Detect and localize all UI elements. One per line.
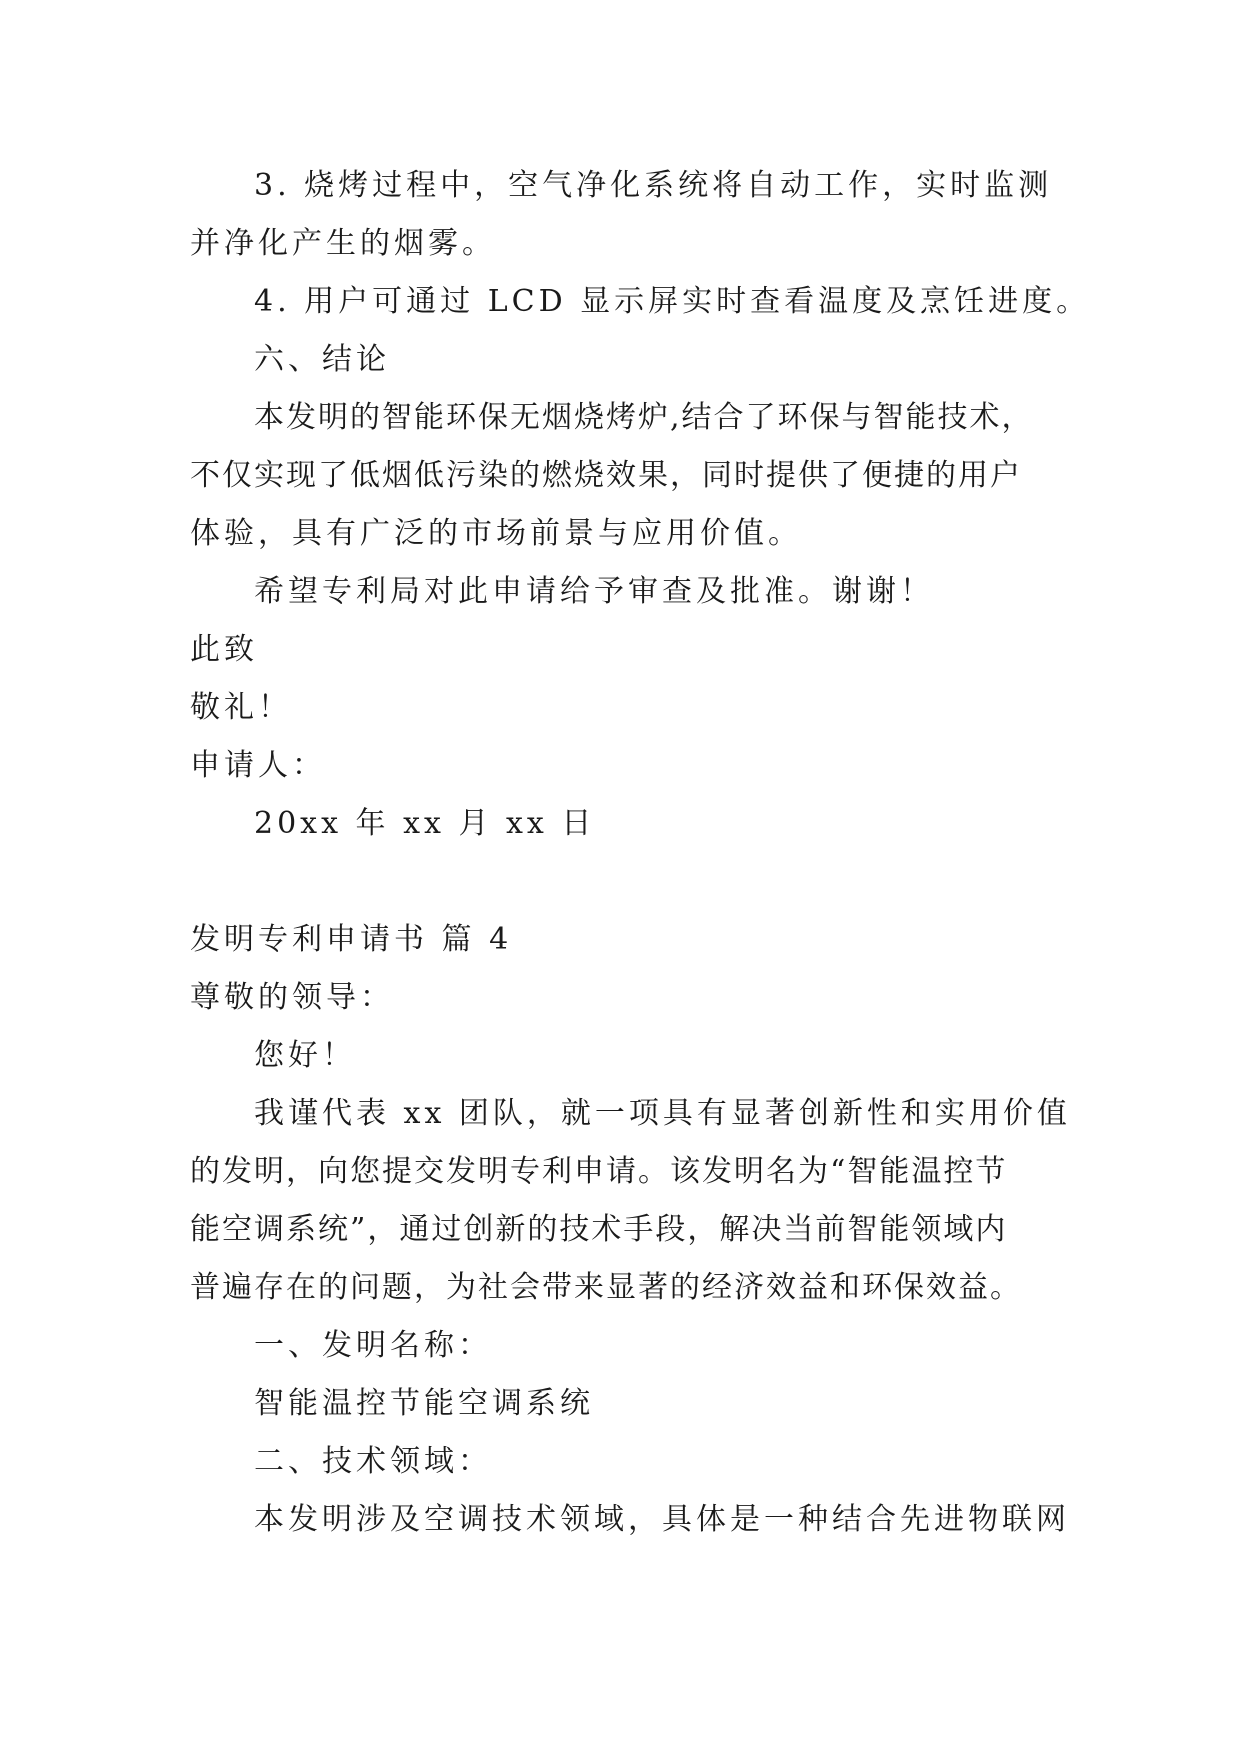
section-heading: 二、技术领域： [254, 1444, 492, 1479]
section-title: 发明专利申请书 篇 4 [190, 922, 513, 957]
section-heading: 六、结论 [254, 342, 390, 377]
paragraph-line: 体验，具有广泛的市场前景与应用价值。 [190, 516, 802, 551]
paragraph-line: 本发明的智能环保无烟烧烤炉,结合了环保与智能技术， [254, 400, 1034, 435]
paragraph-line: 我谨代表 xx 团队，就一项具有显著创新性和实用价值 [254, 1096, 1071, 1131]
paragraph-line: 智能温控节能空调系统 [254, 1386, 594, 1421]
paragraph-line: 普遍存在的问题，为社会带来显著的经济效益和环保效益。 [190, 1270, 1022, 1305]
paragraph-line: 能空调系统”，通过创新的技术手段，解决当前智能领域内 [190, 1212, 1008, 1247]
paragraph-line: 不仅实现了低烟低污染的燃烧效果，同时提供了便捷的用户 [190, 458, 1022, 493]
paragraph-line: 3. 烧烤过程中，空气净化系统将自动工作，实时监测 [254, 168, 1053, 203]
section-heading: 一、发明名称： [254, 1328, 492, 1363]
applicant-label: 申请人： [190, 748, 326, 783]
greeting: 您好！ [254, 1038, 356, 1073]
closing-line: 此致 [190, 632, 258, 667]
paragraph-line: 希望专利局对此申请给予审查及批准。谢谢！ [254, 574, 934, 609]
paragraph-line: 并净化产生的烟雾。 [190, 226, 496, 261]
salutation: 尊敬的领导： [190, 980, 394, 1015]
closing-line: 敬礼！ [190, 690, 292, 725]
date-line: 20xx 年 xx 月 xx 日 [254, 806, 596, 841]
paragraph-line: 的发明，向您提交发明专利申请。该发明名为“智能温控节 [190, 1154, 1008, 1189]
paragraph-line: 4. 用户可通过 LCD 显示屏实时查看温度及烹饪进度。 [254, 284, 1091, 319]
paragraph-line: 本发明涉及空调技术领域，具体是一种结合先进物联网 [254, 1502, 1070, 1537]
